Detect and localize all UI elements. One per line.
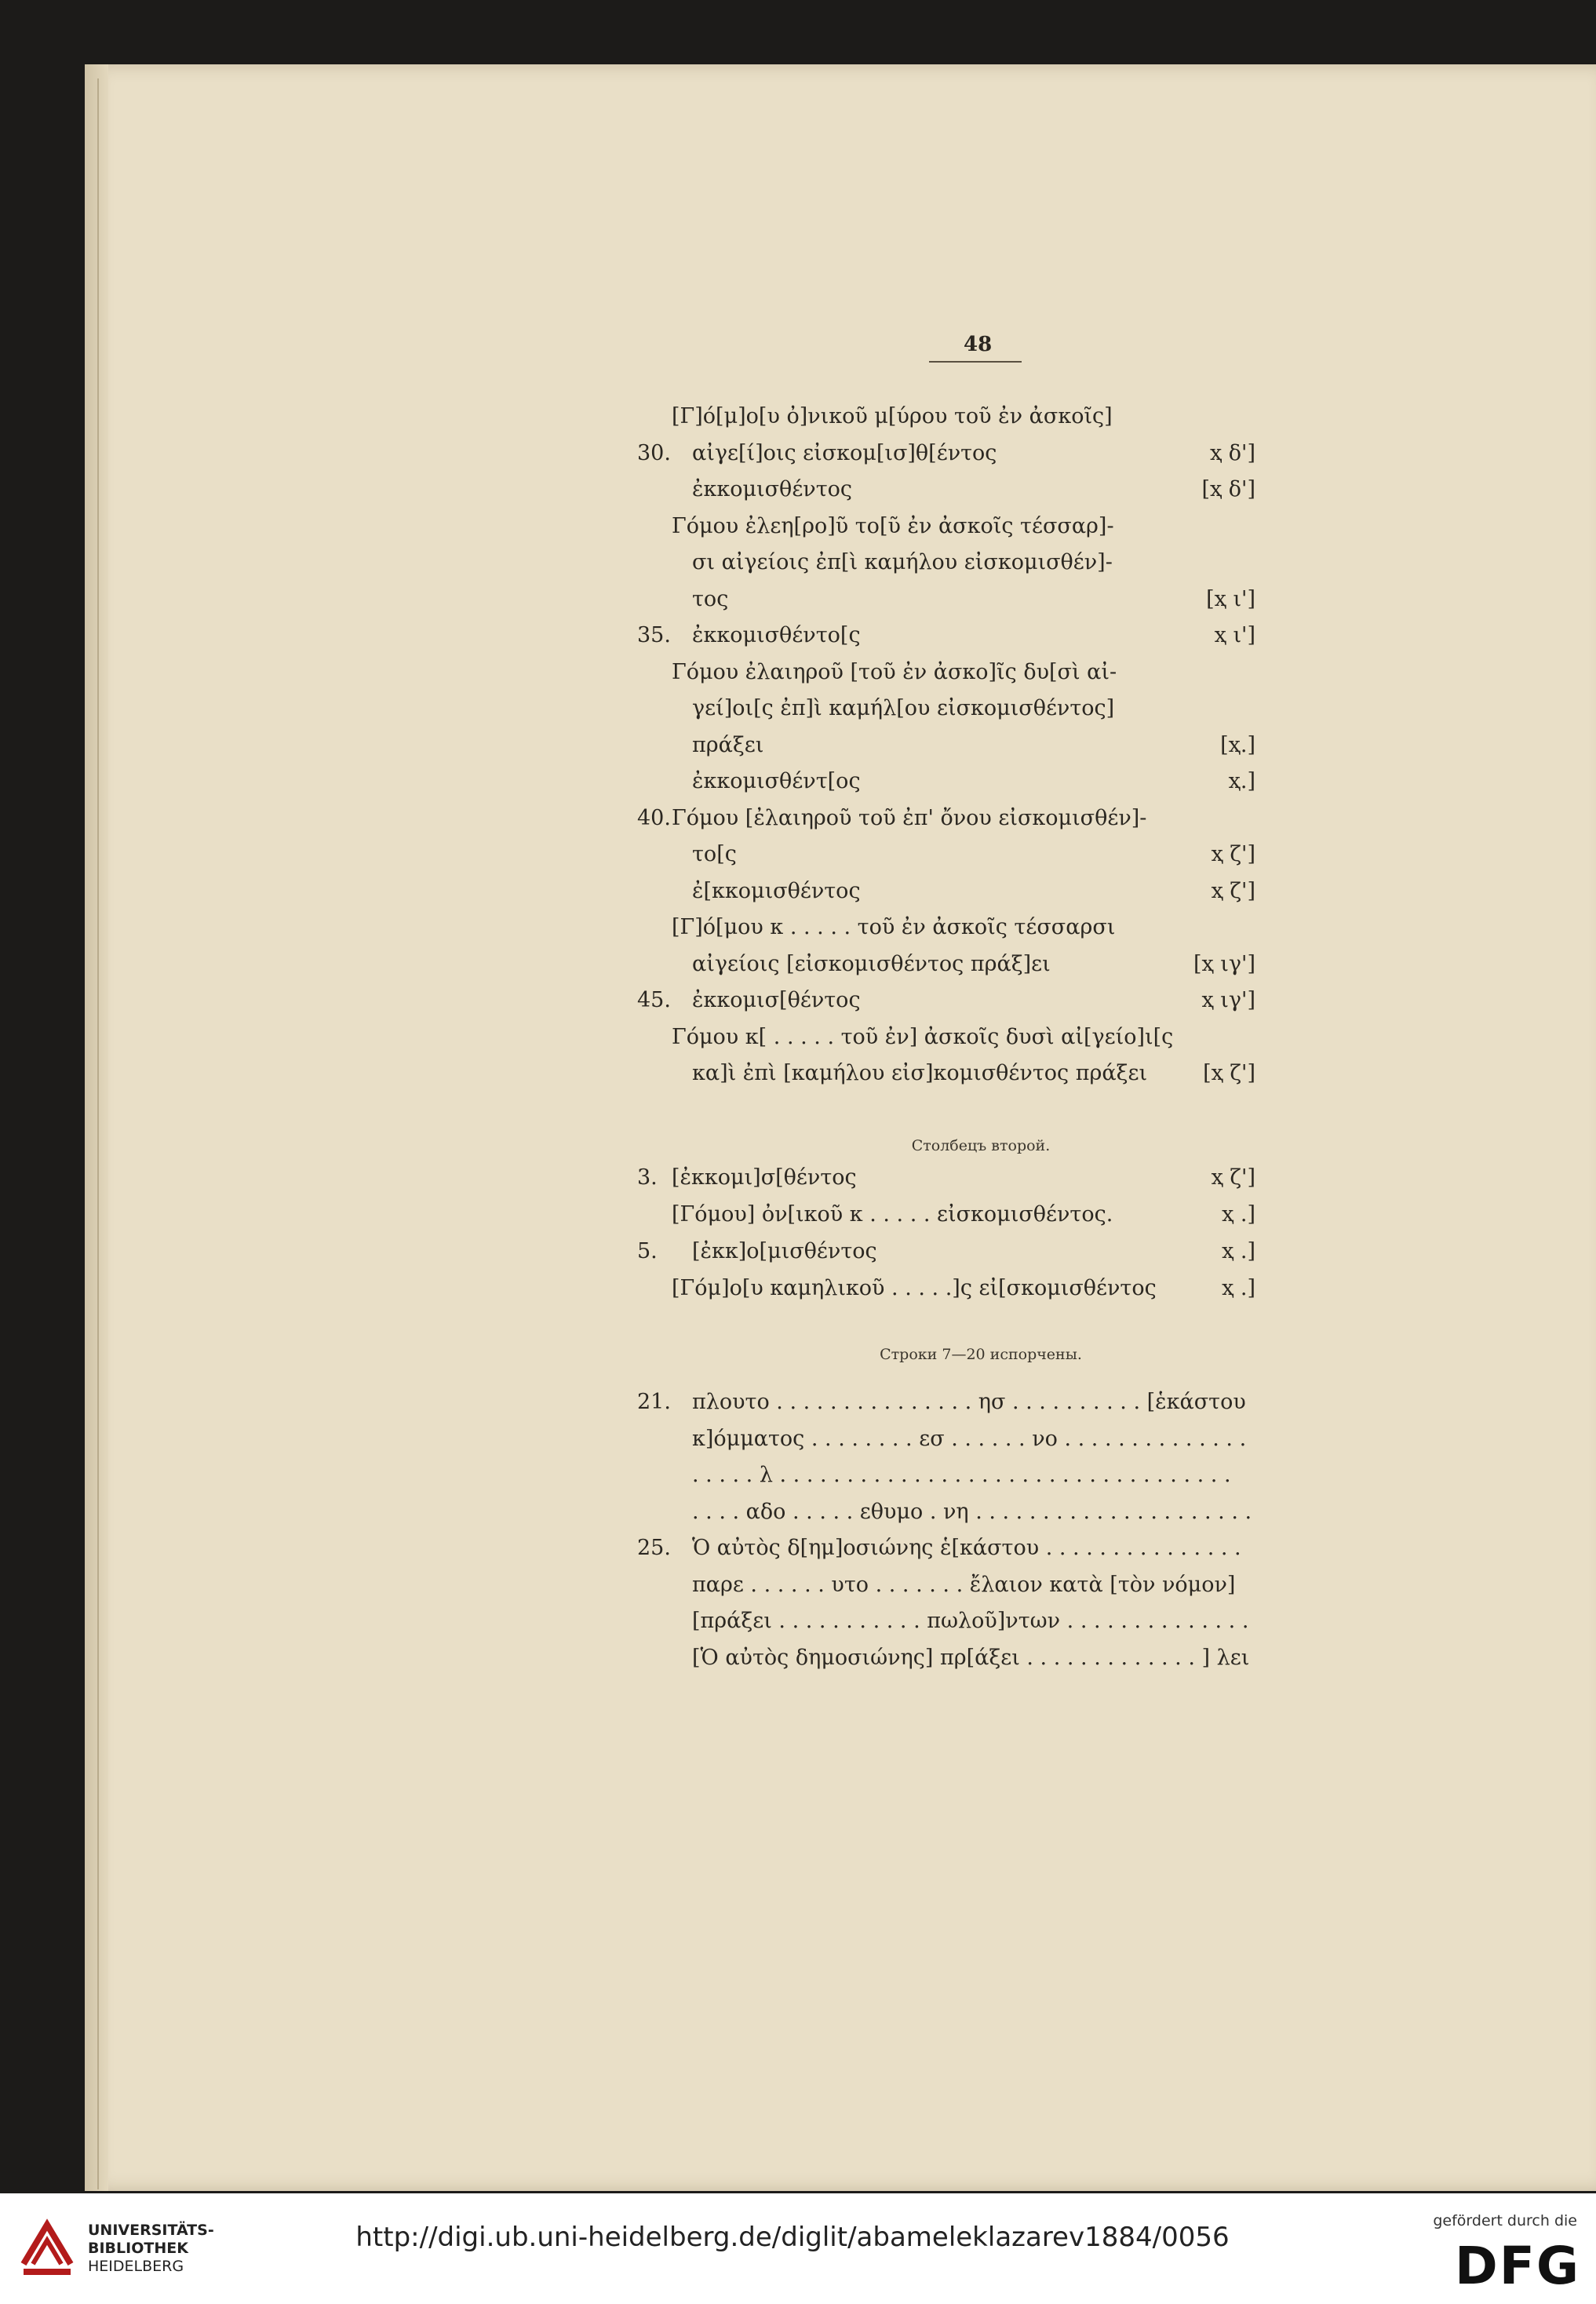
- inscription-line: [0, 1384, 1255, 1420]
- amount-mark: ҳ ζ']: [1211, 878, 1255, 903]
- line-text: [Γ]ό[μ]ο[υ ὀ]νικοῦ μ[ύρου τοῦ ἐν ἀσκοῖς]: [672, 404, 1113, 428]
- amount-mark: ҳ ζ']: [1211, 1165, 1255, 1190]
- library-name-line-2: BIBLIOTHEK: [88, 2240, 188, 2257]
- inscription-line: [0, 1640, 1255, 1676]
- line-number: 5.: [637, 1239, 658, 1263]
- line-number: 21.: [637, 1390, 671, 1414]
- line-text: [Γόμ]ο[υ καμηλικοῦ . . . . .]ς εἰ[σκομισθέντος: [672, 1276, 1157, 1300]
- line-text: κα]ὶ ἐπὶ [καμήλου εἰσ]κομισθέντος πράξει: [692, 1061, 1148, 1085]
- binding-line: [97, 78, 99, 2189]
- line-number: 3.: [637, 1165, 658, 1190]
- line-text: το[ς: [692, 842, 737, 866]
- inscription-line: [0, 837, 1255, 873]
- line-text: Γόμου ἐλαιηροῦ [τοῦ ἐν ἀσκο]ῖς δυ[σὶ αἰ-: [672, 659, 1117, 684]
- line-number: 40.: [637, 805, 671, 830]
- line-text: Γόμου κ[ . . . . . τοῦ ἐν] ἀσκοῖς δυσὶ αἰ[γείο]ι[ς: [672, 1024, 1174, 1049]
- funding-note: gefördert durch die: [1433, 2212, 1577, 2229]
- inscription-line: [0, 1197, 1255, 1233]
- amount-mark: ҳ.]: [1228, 769, 1255, 793]
- page-number-rule: [929, 361, 1022, 363]
- inscription-line: [0, 691, 1255, 727]
- university-library-logo-icon: [16, 2209, 78, 2288]
- binding-edge: [85, 64, 108, 2191]
- inscription-line: [0, 1494, 1255, 1530]
- amount-mark: ҳ ιγ']: [1201, 988, 1255, 1012]
- footer: [0, 2193, 1596, 2304]
- amount-mark: ҳ ι']: [1214, 623, 1255, 647]
- amount-mark: [ҳ ι']: [1206, 586, 1255, 611]
- line-text: Γόμου [ἐλαιηροῦ τοῦ ἐπ' ὄνου εἰσκομισθέν]-: [672, 805, 1147, 830]
- line-text: Γόμου ἐλεη[ρο]ῦ το[ῦ ἐν ἀσκοῖς τέσσαρ]-: [672, 513, 1114, 538]
- line-text: γεί]οι[ς ἐπ]ὶ καμήλ[ου εἰσκομισθέντος]: [692, 696, 1115, 720]
- inscription-line: [0, 800, 1255, 837]
- inscription-line: [0, 727, 1255, 764]
- inscription-line: [0, 545, 1255, 581]
- amount-mark: [ҳ δ']: [1201, 477, 1255, 501]
- line-text: ἐκκομισ[θέντος: [692, 988, 861, 1012]
- line-text: τος: [692, 586, 729, 611]
- inscription-line: [0, 1234, 1255, 1270]
- line-text: [πράξει . . . . . . . . . . . πωλοῦ]ντων . . . . . . . . . . . . . .: [692, 1609, 1249, 1633]
- line-text: ἐκκομισθέντ[ος: [692, 769, 861, 793]
- page: [85, 64, 1596, 2191]
- amount-mark: [ҳ.]: [1220, 732, 1255, 757]
- inscription-line: [0, 1603, 1255, 1639]
- inscription-line: [0, 1055, 1255, 1092]
- inscription-line: [0, 1270, 1255, 1307]
- line-text: . . . . αδο . . . . . εθυμο . νη . . . . . . . . . . . . . . . . . . . . .: [692, 1499, 1252, 1524]
- inscription-line: [0, 1019, 1255, 1055]
- inscription-line: [0, 873, 1255, 910]
- inscription-line: [0, 764, 1255, 800]
- line-text: [Γ]ό[μου κ . . . . . τοῦ ἐν ἀσκοῖς τέσσαρσι: [672, 915, 1116, 939]
- inscription-line: [0, 472, 1255, 508]
- line-text: Ὁ αὐτὸς δ[ημ]οσιώνης ἑ[κάστου . . . . . . . . . . . . . . .: [692, 1536, 1241, 1560]
- amount-mark: ҳ ζ']: [1211, 842, 1255, 866]
- amount-mark: ҳ .]: [1222, 1202, 1255, 1227]
- dfg-logo: DFG: [1454, 2236, 1580, 2296]
- inscription-line: [0, 910, 1255, 946]
- inscription-line: [0, 618, 1255, 654]
- line-text: αἰγείοις [εἰσκομισθέντος πράξ]ει: [692, 951, 1051, 976]
- library-name-line-1: UNIVERSITÄTS-: [88, 2222, 214, 2239]
- line-text: πλουτο . . . . . . . . . . . . . . . ησ . . . . . . . . . . [ἑκάστου: [692, 1390, 1246, 1414]
- damaged-lines-note: Строки 7—20 испорчены.: [880, 1346, 1082, 1363]
- inscription-line: [0, 982, 1255, 1019]
- line-text: [Ὁ αὐτὸς δημοσιώνης] πρ[άξει . . . . . . . . . . . . . ] λει: [692, 1645, 1250, 1670]
- inscription-line: [0, 1567, 1255, 1603]
- inscription-line: [0, 436, 1255, 472]
- source-url[interactable]: http://digi.ub.uni-heidelberg.de/diglit/abameleklazarev1884/0056: [355, 2222, 1230, 2253]
- line-text: ἐκκομισθέντος: [692, 477, 853, 501]
- line-text: ἐκκομισθέντο[ς: [692, 623, 861, 647]
- inscription-line: [0, 581, 1255, 618]
- amount-mark: [ҳ ιγ']: [1193, 951, 1255, 976]
- amount-mark: [ҳ ζ']: [1203, 1061, 1255, 1085]
- line-number: 30.: [637, 440, 671, 465]
- inscription-line: [0, 654, 1255, 691]
- page-number: 48: [964, 333, 993, 356]
- amount-mark: ҳ δ']: [1209, 440, 1255, 465]
- line-text: σι αἰγείοις ἐπ[ὶ καμήλου εἰσκομισθέν]-: [692, 550, 1113, 574]
- line-text: πράξει: [692, 732, 764, 757]
- inscription-line: [0, 399, 1255, 435]
- inscription-line: [0, 1160, 1255, 1196]
- line-text: [ἐκκ]ο[μισθέντος: [692, 1239, 877, 1263]
- line-text: [ἐκκομι]σ[θέντος: [672, 1165, 857, 1190]
- line-text: . . . . . λ . . . . . . . . . . . . . . . . . . . . . . . . . . . . . . . . . .: [692, 1463, 1231, 1487]
- inscription-line: [0, 1457, 1255, 1493]
- line-text: [Γόμου] ὀν[ικοῦ κ . . . . . εἰσκομισθέντος.: [672, 1202, 1113, 1227]
- line-number: 25.: [637, 1536, 671, 1560]
- library-name-line-3: HEIDELBERG: [88, 2258, 184, 2275]
- amount-mark: ҳ .]: [1222, 1239, 1255, 1263]
- line-text: παρε . . . . . . υτο . . . . . . . ἔλαιον κατὰ [τὸν νόμον]: [692, 1572, 1236, 1597]
- inscription-line: [0, 1530, 1255, 1566]
- inscription-line: [0, 1421, 1255, 1457]
- amount-mark: ҳ .]: [1222, 1276, 1255, 1300]
- line-number: 45.: [637, 988, 671, 1012]
- line-text: αἰγε[ί]οις εἰσκομ[ισ]θ[έντος: [692, 440, 997, 465]
- line-text: κ]όμματος . . . . . . . . εσ . . . . . . νο . . . . . . . . . . . . . .: [692, 1426, 1247, 1451]
- column-two-heading: Столбецъ второй.: [911, 1137, 1051, 1154]
- inscription-line: [0, 946, 1255, 982]
- line-text: ἐ[κκομισθέντος: [692, 878, 861, 903]
- line-number: 35.: [637, 623, 671, 647]
- inscription-line: [0, 509, 1255, 545]
